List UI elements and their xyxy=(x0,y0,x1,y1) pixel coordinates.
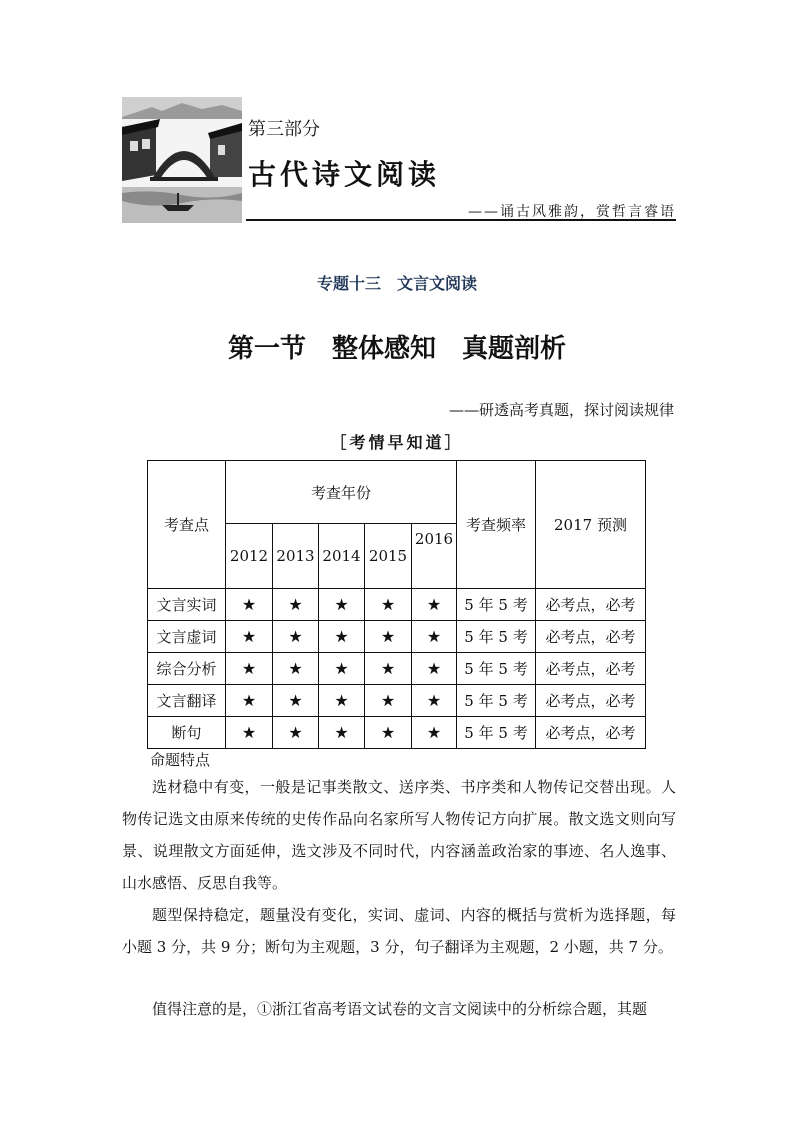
table-row xyxy=(148,653,646,685)
star-mark: ★ xyxy=(273,653,319,685)
star-mark: ★ xyxy=(412,621,457,653)
part-label: 第三部分 xyxy=(248,119,320,140)
star-mark: ★ xyxy=(412,589,457,621)
year-cell: 2015 xyxy=(365,524,412,589)
star-mark: ★ xyxy=(226,653,273,685)
star-mark: ★ xyxy=(273,589,319,621)
star-mark: ★ xyxy=(319,685,365,717)
frequency-cell: 5 年 5 考 xyxy=(457,653,536,685)
point-cell: 文言虚词 xyxy=(148,621,226,653)
ink-painting-bridge-image xyxy=(122,97,242,223)
paragraph-notes: 值得注意的是，①浙江省高考语文试卷的文言文阅读中的分析综合题，其题 xyxy=(152,1000,648,1018)
prediction-cell: 必考点，必考 xyxy=(536,621,646,653)
point-cell: 综合分析 xyxy=(148,653,226,685)
table-row xyxy=(148,621,646,653)
box-title: ［考情早知道］ xyxy=(330,433,464,452)
exam-table xyxy=(147,460,646,749)
prediction-cell: 必考点，必考 xyxy=(536,685,646,717)
star-mark: ★ xyxy=(365,685,412,717)
paragraph-material: 选材稳中有变，一般是记事类散文、送序类、书序类和人物传记交替出现。人物传记选文由原来传统的史传作品向名家所写人物传记方向扩展。散文选文则向写景、说理散文方面延伸，选文涉及不同时代，内容涵盖政治家的事迹、名人逸事、山水感悟、反思自我等。 xyxy=(122,778,676,892)
star-mark: ★ xyxy=(412,685,457,717)
paragraph-question-types: 题型保持稳定，题量没有变化，实词、虚词、内容的概括与赏析为选择题，每小题 3 分，共 9 分；断句为主观题，3 分，句子翻译为主观题，2 小题，共 7 分。 xyxy=(122,906,676,956)
year-cell: 2012 xyxy=(226,524,273,589)
prediction-cell: 必考点，必考 xyxy=(536,589,646,621)
frequency-cell: 5 年 5 考 xyxy=(457,685,536,717)
star-mark: ★ xyxy=(365,653,412,685)
section-subtitle: ——研透高考真题，探讨阅读规律 xyxy=(448,401,674,419)
star-mark: ★ xyxy=(226,717,273,749)
topic-title: 专题十三 文言文阅读 xyxy=(316,274,477,293)
section-title: 第一节 整体感知 真题剖析 xyxy=(227,334,566,364)
frequency-cell: 5 年 5 考 xyxy=(457,717,536,749)
star-mark: ★ xyxy=(226,621,273,653)
header-motto: ——诵古风雅韵，赏哲言睿语 xyxy=(468,204,676,220)
part-title: 古代诗文阅读 xyxy=(248,158,441,191)
features-label: 命题特点 xyxy=(150,751,211,769)
header-years: 考查年份 xyxy=(226,461,457,524)
star-mark: ★ xyxy=(273,685,319,717)
star-mark: ★ xyxy=(273,717,319,749)
frequency-cell: 5 年 5 考 xyxy=(457,621,536,653)
table-row xyxy=(148,717,646,749)
star-mark: ★ xyxy=(365,589,412,621)
star-mark: ★ xyxy=(226,589,273,621)
point-cell: 断句 xyxy=(148,717,226,749)
header-prediction: 2017 预测 xyxy=(536,461,646,589)
part-header xyxy=(122,97,676,225)
star-mark: ★ xyxy=(412,653,457,685)
star-mark: ★ xyxy=(365,717,412,749)
star-mark: ★ xyxy=(319,621,365,653)
star-mark: ★ xyxy=(319,717,365,749)
prediction-cell: 必考点，必考 xyxy=(536,653,646,685)
star-mark: ★ xyxy=(273,621,319,653)
table-row xyxy=(148,685,646,717)
star-mark: ★ xyxy=(412,717,457,749)
header-point: 考查点 xyxy=(148,461,226,589)
frequency-cell: 5 年 5 考 xyxy=(457,589,536,621)
point-cell: 文言翻译 xyxy=(148,685,226,717)
year-cell: 2013 xyxy=(273,524,319,589)
star-mark: ★ xyxy=(319,653,365,685)
table-row xyxy=(148,589,646,621)
star-mark: ★ xyxy=(365,621,412,653)
star-mark: ★ xyxy=(226,685,273,717)
year-cell: 2016 xyxy=(412,524,457,589)
prediction-cell: 必考点，必考 xyxy=(536,717,646,749)
year-cell: 2014 xyxy=(319,524,365,589)
point-cell: 文言实词 xyxy=(148,589,226,621)
header-frequency: 考查频率 xyxy=(457,461,536,589)
star-mark: ★ xyxy=(319,589,365,621)
